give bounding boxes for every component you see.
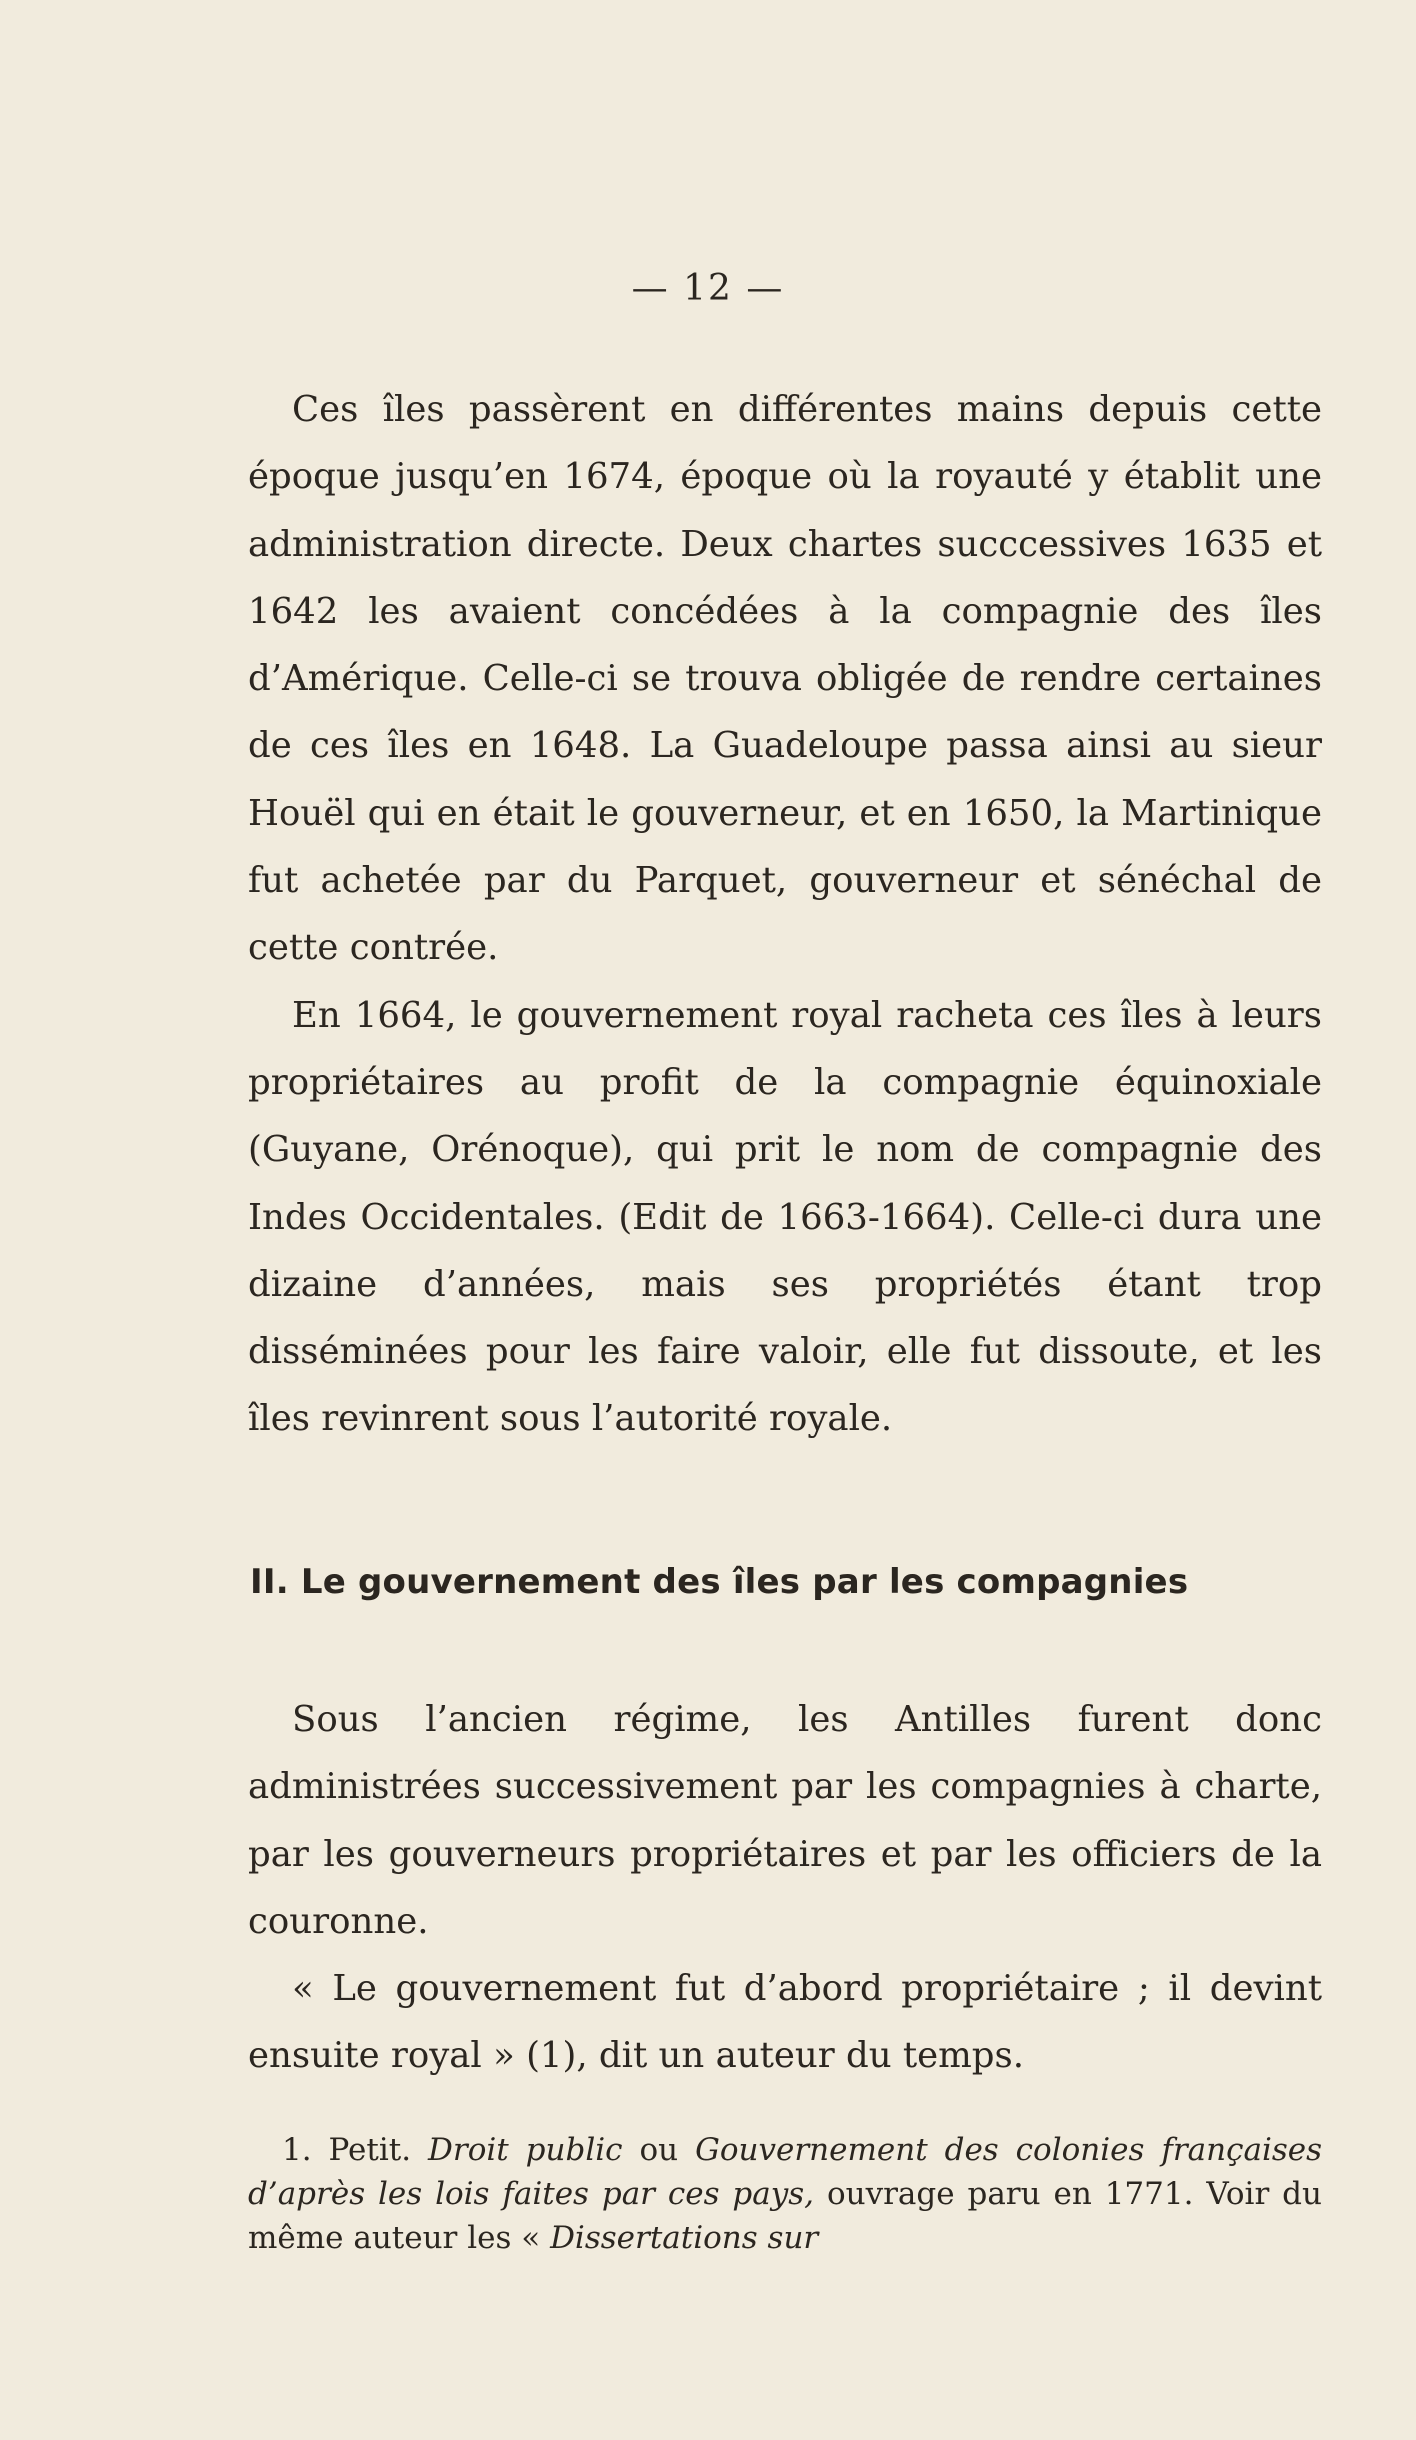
footnote-text: ouvrage paru en 1771. Voir du même auteur les «	[248, 2176, 1322, 2256]
paragraph: Ces îles passèrent en différentes mains depuis cette époque jusqu’en 1674, époque où la royauté y établit une administration directe. Deux chartes succcessives 1635 et 1642 les avaient concédées à la compagnie des îles d’Amérique. Celle-ci se trouva obligée de rendre certaines de ces îles en 1648. La Guadeloupe passa ainsi au sieur Houël qui en était le gouverneur, et en 1650, la Martinique fut achetée par du Parquet, gouverneur et sénéchal de cette contrée.	[248, 389, 1322, 969]
footnote-title: Droit public	[428, 2132, 623, 2168]
footnote	[248, 2128, 1322, 2260]
footnote-number: 1.	[282, 2132, 312, 2168]
paragraph: « Le gouvernement fut d’abord propriétaire ; il devint ensuite royal » (1), dit un auteur du temps.	[248, 1968, 1322, 2077]
footnote-connector: ou	[639, 2132, 679, 2168]
body-text	[248, 376, 1322, 1453]
section-body-text	[248, 1686, 1322, 2090]
footnote-author: Petit.	[328, 2132, 412, 2168]
footnote-title: Gouvernement des colonies françaises d’après les lois faites par ces pays,	[248, 2132, 1323, 2212]
paragraph: Sous l’ancien régime, les Antilles furent donc administrées successivement par les compagnies à charte, par les gouverneurs propriétaires et par les officiers de la couronne.	[248, 1699, 1322, 1942]
paragraph: En 1664, le gouvernement royal racheta ces îles à leurs propriétaires au profit de la compagnie équinoxiale (Guyane, Orénoque), qui prit le nom de compagnie des Indes Occidentales. (Edit de 1663-1664). Celle-ci dura une dizaine d’années, mais ses propriétés étant trop disséminées pour les faire valoir, elle fut dissoute, et les îles revinrent sous l’autorité royale.	[248, 994, 1322, 1440]
page-number: — 12 —	[631, 268, 785, 309]
section-heading: II. Le gouvernement des îles par les compagnies	[250, 1562, 1189, 1602]
footnote-title: Dissertations sur	[550, 2220, 819, 2256]
